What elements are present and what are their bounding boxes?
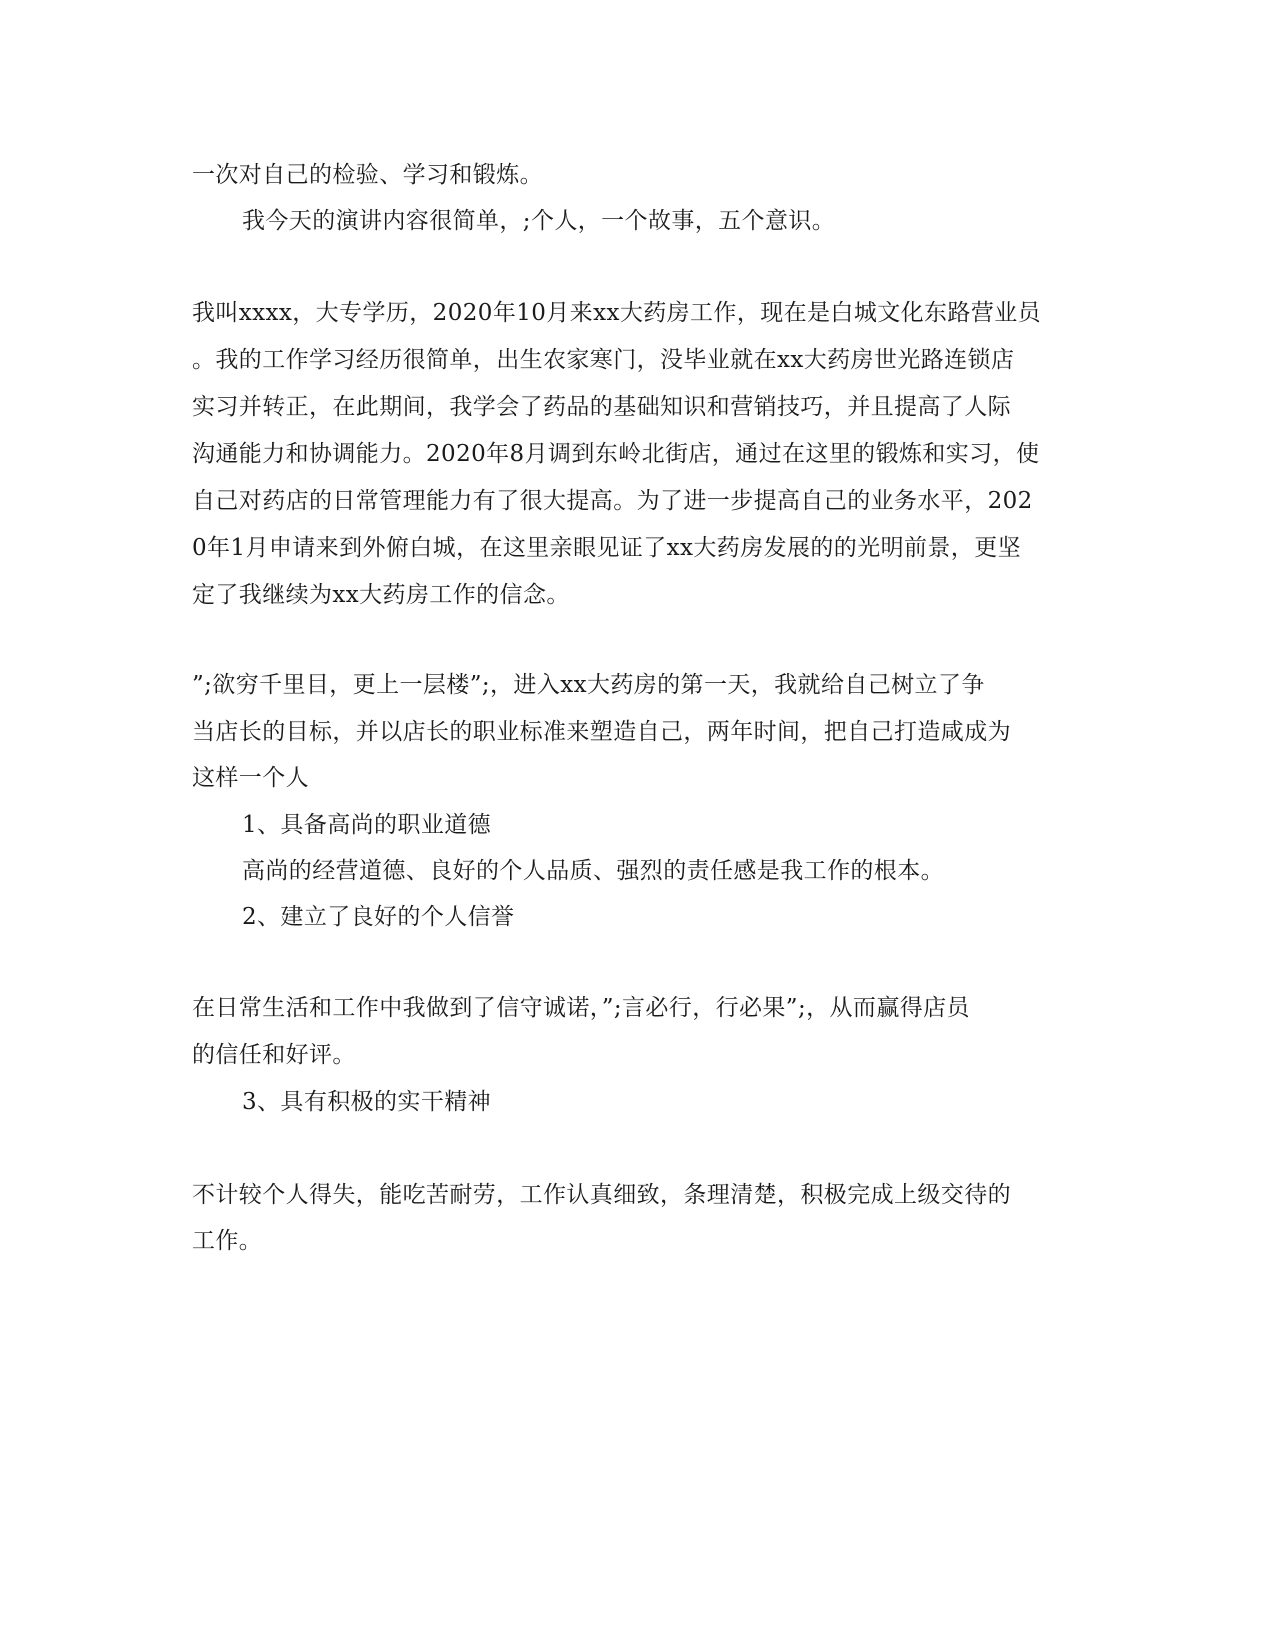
text-line: 当店长的目标，并以店长的职业标准来塑造自己，两年时间，把自己打造咸成为 — [192, 719, 1011, 745]
text-line: 我叫xxxx，大专学历，2020年10月来xx大药房工作，现在是白城文化东路营业员 — [192, 300, 1042, 326]
text-line: 定了我继续为xx大药房工作的信念。 — [192, 582, 570, 608]
list-heading: 3、具有积极的实干精神 — [242, 1089, 492, 1115]
list-heading: 2、建立了良好的个人信誉 — [242, 904, 515, 930]
text-line: 我今天的演讲内容很简单，;个人，一个故事，五个意识。 — [242, 208, 836, 234]
text-line: 0年1月申请来到外俯白城，在这里亲眼见证了xx大药房发展的的光明前景，更坚 — [192, 535, 1022, 561]
text-line: ”;欲穷千里目，更上一层楼”;，进入xx大药房的第一天，我就给自己树立了争 — [192, 672, 985, 698]
text-line: 实习并转正，在此期间，我学会了药品的基础知识和营销技巧，并且提高了人际 — [192, 394, 1011, 420]
text-line: 在日常生活和工作中我做到了信守诚诺，”;言必行，行必果”;，从而赢得店员 — [192, 995, 970, 1021]
text-line: 不计较个人得失，能吃苦耐劳，工作认真细致，条理清楚，积极完成上级交待的 — [192, 1182, 1011, 1208]
text-line: 这样一个人 — [192, 765, 309, 791]
list-heading: 1、具备高尚的职业道德 — [242, 812, 492, 838]
text-line: 一次对自己的检验、学习和锻炼。 — [192, 162, 543, 188]
text-line: 自己对药店的日常管理能力有了很大提高。为了进一步提高自己的业务水平，202 — [192, 488, 1033, 514]
text-line: 工作。 — [192, 1228, 263, 1254]
text-line: 沟通能力和协调能力。2020年8月调到东岭北街店，通过在这里的锻炼和实习，使 — [192, 441, 1040, 467]
text-line: 高尚的经营道德、良好的个人品质、强烈的责任感是我工作的根本。 — [242, 858, 944, 884]
text-line: 的信任和好评。 — [192, 1042, 356, 1068]
text-line: 。我的工作学习经历很简单，出生农家寒门，没毕业就在xx大药房世光路连锁店 — [192, 347, 1015, 373]
